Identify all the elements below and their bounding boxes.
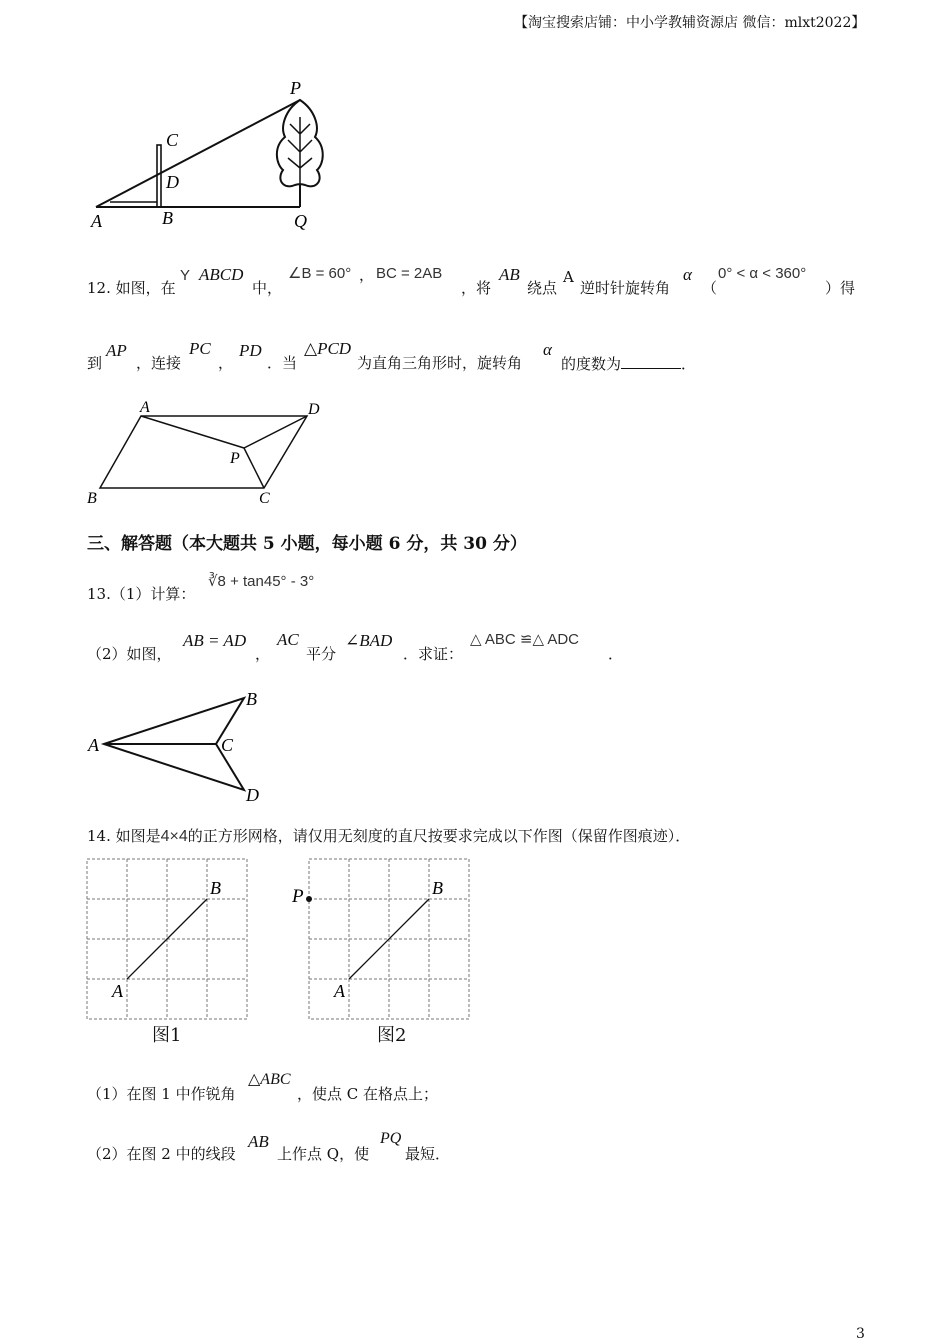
label-a: A bbox=[140, 399, 150, 416]
q12-pd: PD bbox=[239, 341, 262, 360]
q13-ac: AC bbox=[277, 630, 299, 649]
q14-part1-pre: （1）在图 1 中作锐角 bbox=[87, 1085, 236, 1103]
grid-figure-1 bbox=[86, 858, 250, 1020]
q12-ap: AP bbox=[106, 341, 127, 360]
q12-number: 12. 如图，在 bbox=[87, 279, 176, 297]
label-a: A bbox=[91, 211, 102, 231]
label-b: B bbox=[210, 878, 221, 898]
q14-part2-pre: （2）在图 2 中的线段 bbox=[87, 1145, 236, 1163]
label-b: B bbox=[432, 878, 443, 898]
page-number: 3 bbox=[856, 1326, 865, 1342]
q13-pingfen: 平分 bbox=[306, 645, 337, 663]
q12-tri-pcd: △PCD bbox=[304, 339, 352, 358]
q12-zhong: 中， bbox=[252, 279, 283, 297]
q12-dao: 到 bbox=[87, 354, 103, 372]
q12-dushu-text: 的度数为 bbox=[561, 355, 622, 373]
q13-part1-label: 13.（1）计算： bbox=[87, 585, 196, 603]
section-title: 三、解答题（本大题共 5 小题，每小题 6 分，共 30 分） bbox=[87, 534, 527, 554]
figure-tree-pole bbox=[80, 72, 340, 242]
q12-nishizhen: 逆时针旋转角 bbox=[580, 279, 671, 297]
q12-ab: AB bbox=[499, 265, 520, 284]
label-a: A bbox=[88, 735, 99, 755]
page-header: 【淘宝搜索店铺：中小学教辅资源店 微信：mlxt2022】 bbox=[514, 15, 866, 31]
q14-part1-post: ，使点 C 在格点上； bbox=[297, 1085, 439, 1103]
q13-congruence: △ ABC ≌△ ADC bbox=[470, 631, 579, 648]
q14-tri-abc: △ABC bbox=[248, 1071, 291, 1088]
q14-pq: PQ bbox=[380, 1130, 402, 1147]
q14-post: 的正方形网格，请仅用无刻度的直尺按要求完成以下作图（保留作图痕迹）． bbox=[187, 827, 691, 845]
label-d: D bbox=[308, 401, 320, 418]
label-d: D bbox=[166, 172, 179, 192]
q13-end: ． bbox=[608, 645, 624, 663]
q13-comma: ， bbox=[255, 645, 271, 663]
q12-wei: 为直角三角形时，旋转角 bbox=[357, 354, 523, 372]
q12-paren-open: （ bbox=[702, 279, 718, 297]
segment-ap bbox=[141, 416, 244, 448]
q12-dang: ．当 bbox=[267, 354, 298, 372]
q12-paren-close: ）得 bbox=[825, 279, 856, 297]
label-c: C bbox=[259, 490, 270, 507]
label-a: A bbox=[334, 981, 345, 1001]
q14-grid-size: 4×4 bbox=[160, 828, 188, 845]
q12-point-a: A bbox=[563, 268, 574, 286]
q12-angle-b: ∠B = 60° bbox=[288, 265, 352, 282]
parallelogram-symbol: Y bbox=[180, 267, 191, 284]
label-c: C bbox=[221, 735, 234, 755]
label-p: P bbox=[230, 450, 240, 467]
line-ap bbox=[96, 100, 300, 207]
q12-alpha-range: 0° < α < 360° bbox=[718, 265, 807, 282]
q12-comma2: ， bbox=[218, 354, 234, 372]
q12-alpha2: α bbox=[543, 340, 552, 359]
label-p: P bbox=[290, 78, 301, 98]
q14-ab: AB bbox=[248, 1132, 269, 1151]
q12-lianjie: ，连接 bbox=[136, 354, 182, 372]
fig1-caption: 图1 bbox=[152, 1025, 182, 1046]
q14-part2-post: 最短． bbox=[405, 1145, 451, 1163]
q12-alpha: α bbox=[683, 265, 692, 284]
q14-pre: 14. 如图是 bbox=[87, 827, 161, 845]
point-p bbox=[306, 896, 312, 902]
q12-bc-eq: BC = 2AB bbox=[376, 265, 443, 282]
answer-blank bbox=[621, 354, 681, 369]
q12-abcd: ABCD bbox=[199, 265, 244, 284]
q12-comma: ， bbox=[359, 266, 375, 284]
label-a: A bbox=[112, 981, 123, 1001]
label-c: C bbox=[166, 130, 179, 150]
q13-angle-bad: ∠BAD bbox=[345, 631, 393, 650]
q13-ab-ad: AB = AD bbox=[183, 631, 247, 650]
figure-kite bbox=[84, 686, 284, 808]
label-q: Q bbox=[294, 211, 307, 231]
label-d: D bbox=[246, 785, 259, 805]
q12-dushu bbox=[561, 354, 696, 373]
pole-cd bbox=[157, 145, 161, 207]
q12-end: ． bbox=[681, 355, 697, 373]
q13-qiuzheng: ．求证： bbox=[403, 645, 464, 663]
q13-expression: ∛8 + tan45° - 3° bbox=[208, 573, 315, 590]
q12-raodian: 绕点 bbox=[527, 279, 558, 297]
label-p: P bbox=[292, 886, 304, 907]
label-b: B bbox=[162, 208, 173, 228]
label-b: B bbox=[87, 490, 97, 507]
q12-pc: PC bbox=[189, 339, 211, 358]
segment-pc bbox=[244, 448, 264, 488]
figure-parallelogram bbox=[84, 396, 334, 512]
q12-jiang: ，将 bbox=[461, 279, 492, 297]
fig2-caption: 图2 bbox=[377, 1025, 407, 1046]
grid-figure-2 bbox=[290, 858, 474, 1020]
label-b: B bbox=[246, 689, 257, 709]
q14-part2-mid: 上作点 Q，使 bbox=[277, 1145, 370, 1163]
q14-stem bbox=[87, 827, 690, 846]
parallelogram-abcd bbox=[100, 416, 307, 488]
q13-part2-label: （2）如图， bbox=[87, 645, 172, 663]
